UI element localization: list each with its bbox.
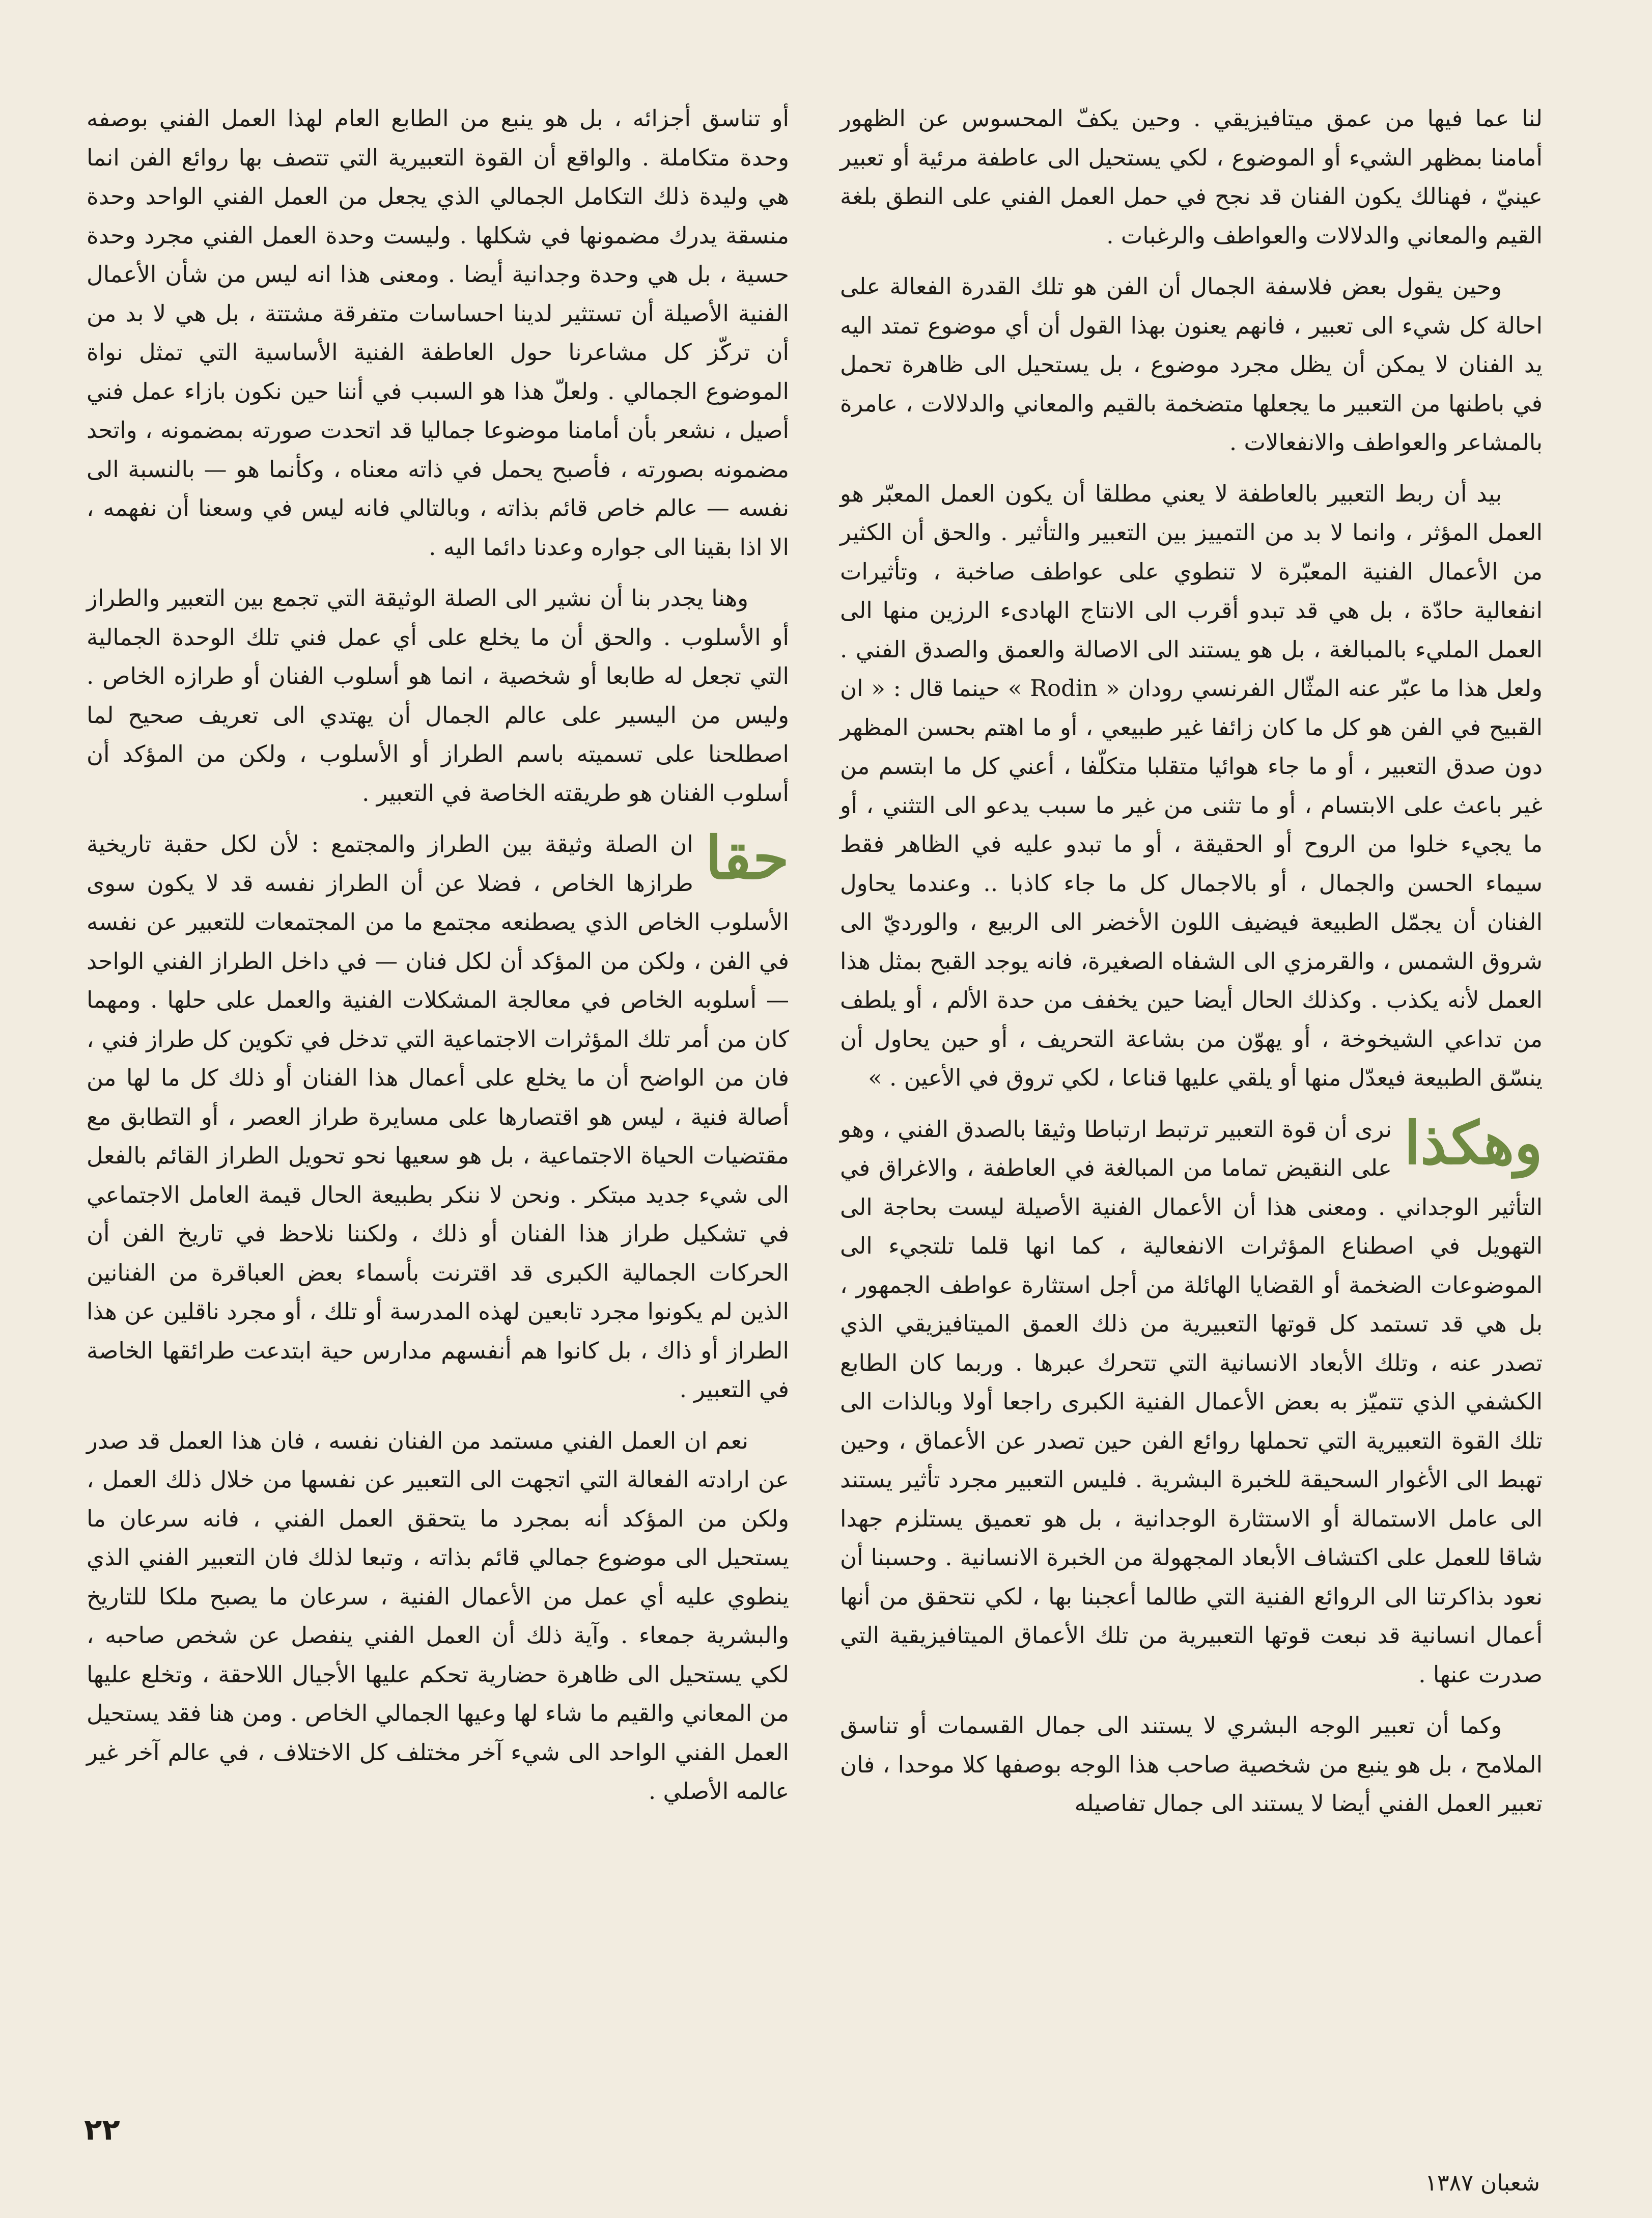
issue-date: شعبان ١٣٨٧ <box>1425 2170 1540 2196</box>
paragraph: نعم ان العمل الفني مستمد من الفنان نفسه ، فان هذا العمل قد صدر عن ارادته الفعالة التي اتجهت الى التعبير عن نفسها من خلال ذلك العمل ، ولكن من المؤكد أنه بمجرد ما يتحقق العمل الفني ، فانه سرعان ما يستحيل الى موضوع جمالي قائم بذاته ، وتبعا لذلك فان التعبير الفني الذي ينطوي عليه أي عمل من الأعمال الفنية ، سرعان ما يصبح ملكا للتاريخ والبشرية جمعاء . وآية ذلك أن العمل الفني ينفصل عن شخص صاحبه ، لكي يستحيل الى ظاهرة حضارية تحكم عليها الأجيال اللاحقة ، وتخلع عليها من المعاني والقيم ما شاء لها وعيها الجمالي الخاص . ومن هنا فقد يستحيل العمل الفني الواحد الى شيء آخر مختلف كل الاختلاف ، في عالم آخر غير عالمه الأصلي . <box>87 1427 789 1805</box>
paragraph-text: نرى أن قوة التعبير ترتبط ارتباطا وثيقا بالصدق الفني ، وهو على النقيض تماما من المبالغة في العاطفة ، والاغراق في التأثير الوجداني . ومعنى هذا أن الأعمال الفنية الأصيلة ليست بحاجة الى التهويل في اصطناع المؤثرات الانفعالية ، كما انها قلما تلتجيء الى الموضوعات الضخمة أو القضايا الهائلة من أجل استثارة عواطف الجمهور ، بل هي قد تستمد كل قوتها التعبيرية من ذلك العمق الميتافيزيقي الذي تصدر عنه ، وتلك الأبعاد الانسانية التي تتحرك عبرها . وربما كان الطابع الكشفي الذي تتميّز به بعض الأعمال الفنية الكبرى راجعا أولا وبالذات الى تلك القوة التعبيرية التي تحملها روائع الفن حين تصدر عن الأعماق ، وحين تهبط الى الأغوار السحيقة للخبرة البشرية . فليس التعبير مجرد تأثير يستند الى عامل الاستمالة أو الاستثارة الوجدانية ، بل هو تعميق يستلزم جهدا شاقا للعمل على اكتشاف الأبعاد المجهولة من الخبرة الانسانية . وحسبنا أن نعود بذاكرتنا الى الروائع الفنية التي طالما أعجبنا بها ، لكي نتحقق من أنها أعمال انسانية قد نبعت قوتها التعبيرية من تلك الأعماق الميتافيزيقية التي صدرت عنها . <box>840 1115 1543 1688</box>
paragraph: لنا عما فيها من عمق ميتافيزيقي . وحين يكفّ المحسوس عن الظهور أمامنا بمظهر الشيء أو الموضوع ، لكي يستحيل الى عاطفة مرئية أو تعبير عينيّ ، فهنالك يكون الفنان قد نجح في حمل العمل الفني على النطق بلغة القيم والمعاني والدلالات والعواطف والرغبات . <box>840 105 1543 249</box>
paragraph: وحين يقول بعض فلاسفة الجمال أن الفن هو تلك القدرة الفعالة على احالة كل شيء الى تعبير ، فانهم يعنون بهذا القول أن أي موضوع تمتد اليه يد الفنان لا يمكن أن يظل مجرد موضوع ، بل يستحيل الى ظاهرة تحمل في باطنها من التعبير ما يجعلها متضخمة بالقيم والمعاني والدلالات ، عامرة بالمشاعر والعواطف والانفعالات . <box>840 273 1543 456</box>
paragraph <box>87 825 789 1409</box>
paragraph <box>840 1110 1543 1695</box>
paragraph: أو تناسق أجزائه ، بل هو ينبع من الطابع العام لهذا العمل الفني بوصفه وحدة متكاملة . والواقع أن القوة التعبيرية التي تتصف بها روائع الفن انما هي وليدة ذلك التكامل الجمالي الذي يجعل من العمل الفني الواحد وحدة منسقة يدرك مضمونها في شكلها . وليست وحدة العمل الفني مجرد وحدة حسية ، بل هي وحدة وجدانية أيضا . ومعنى هذا انه ليس من شأن الأعمال الفنية الأصيلة أن تستثير لدينا احساسات متفرقة مشتتة ، بل هي لا بد من أن تركّز كل مشاعرنا حول العاطفة الفنية الأساسية التي تمثل نواة الموضوع الجمالي . ولعلّ هذا هو السبب في أننا حين نكون بازاء عمل فني أصيل ، نشعر بأن أمامنا موضوعا جماليا قد اتحدت صورته بمضمونه ، واتحد مضمونه بصورته ، فأصبح يحمل في ذاته معناه ، وكأنما هو — بالنسبة الى نفسه — عالم خاص قائم بذاته ، وبالتالي فانه ليس في وسعنا أن نفهمه ، الا اذا بقينا الى جواره وعدنا دائما اليه . <box>87 105 789 561</box>
decorative-lead-word: وهكذا <box>1404 1108 1543 1178</box>
decorative-lead-word: حقا <box>705 824 789 893</box>
paragraph-text: ان الصلة وثيقة بين الطراز والمجتمع : لأن لكل حقبة تاريخية طرازها الخاص ، فضلا عن أن الطراز نفسه قد لا يكون سوى الأسلوب الخاص الذي يصطنعه مجتمع ما من المجتمعات للتعبير عن نفسه في الفن ، ولكن من المؤكد أن لكل فنان — في داخل الطراز الفني الواحد — أسلوبه الخاص في معالجة المشكلات الفنية والعمل على حلها . ومهما كان من أمر تلك المؤثرات الاجتماعية التي تدخل في تكوين كل طراز فني ، فان من الواضح أن ما يخلع على أعمال هذا الفنان أو ذلك كل ما لها من أصالة فنية ، ليس هو اقتصارها على مسايرة طراز العصر ، أو التطابق مع مقتضيات الحياة الاجتماعية ، بل هو سعيها نحو تحويل الطراز القائم بالفعل الى شيء جديد مبتكر . ونحن لا ننكر بطبيعة الحال قيمة العامل الاجتماعي في تشكيل طراز هذا الفنان أو ذلك ، ولكننا نلاحظ في تاريخ الفن أن الحركات الجمالية الكبرى قد اقترنت بأسماء بعض العباقرة من الفنانين الذين لم يكونوا مجرد تابعين لهذه المدرسة أو تلك ، أو مجرد ناقلين عن هذا الطراز أو ذاك ، بل كانوا هم أنفسهم مدارس حية ابتدعت طرائقها الخاصة في التعبير . <box>87 830 789 1403</box>
right-column <box>840 99 1543 1836</box>
paragraph: بيد أن ربط التعبير بالعاطفة لا يعني مطلقا أن يكون العمل المعبّر هو العمل المؤثر ، وانما لا بد من التمييز بين التعبير والتأثير . والحق أن الكثير من الأعمال الفنية المعبّرة لا تنطوي على عواطف صاخبة ، وتأثيرات انفعالية حادّة ، بل هي قد تبدو أقرب الى الانتاج الهادىء الرزين منها الى العمل المليء بالمبالغة ، بل هو يستند الى الاصالة والعمق والصدق الفني . ولعل هذا ما عبّر عنه المثّال الفرنسي رودان « Rodin » حينما قال : « ان القبيح في الفن هو كل ما كان زائفا غير طبيعي ، أو ما اهتم بحسن المظهر دون صدق التعبير ، أو ما جاء هوائيا متقلبا متكلّفا ، أعني كل ما ابتسم من غير باعث على الابتسام ، أو ما تثنى من غير ما سبب يدعو الى التثني ، أو ما يجيء خلوا من الروح أو الحقيقة ، أو ما تبدو عليه في الظاهر فقط سيماء الحسن والجمال ، أو بالاجمال كل ما جاء كاذبا .. وعندما يحاول الفنان أن يجمّل الطبيعة فيضيف اللون الأخضر الى الربيع ، والورديّ الى شروق الشمس ، والقرمزي الى الشفاه الصغيرة، فانه يوجد القبح بمثل هذا العمل لأنه يكذب . وكذلك الحال أيضا حين يخفف من حدة الألم ، أو يلطف من تداعي الشيخوخة ، أو يهوّن من بشاعة التحريف ، أو حين يحاول أن ينسّق الطبيعة فيعدّل منها أو يلقي عليها قناعا ، لكي تروق في الأعين . » <box>840 480 1543 1091</box>
paragraph: وكما أن تعبير الوجه البشري لا يستند الى جمال القسمات أو تناسق الملامح ، بل هو ينبع من شخصية صاحب هذا الوجه بوصفها كلا موحدا ، فان تعبير العمل الفني أيضا لا يستند الى جمال تفاصيله <box>840 1712 1543 1817</box>
paragraph: وهنا يجدر بنا أن نشير الى الصلة الوثيقة التي تجمع بين التعبير والطراز أو الأسلوب . والحق أن ما يخلع على أي عمل فني تلك الوحدة الجمالية التي تجعل له طابعا أو شخصية ، انما هو أسلوب الفنان أو طرازه الخاص . وليس من اليسير على عالم الجمال أن يهتدي الى تعريف صحيح لما اصطلحنا على تسميته باسم الطراز أو الأسلوب ، ولكن من المؤكد أن أسلوب الفنان هو طريقته الخاصة في التعبير . <box>87 585 789 807</box>
page-number: ٢٢ <box>84 2112 120 2147</box>
left-column <box>87 99 789 1823</box>
